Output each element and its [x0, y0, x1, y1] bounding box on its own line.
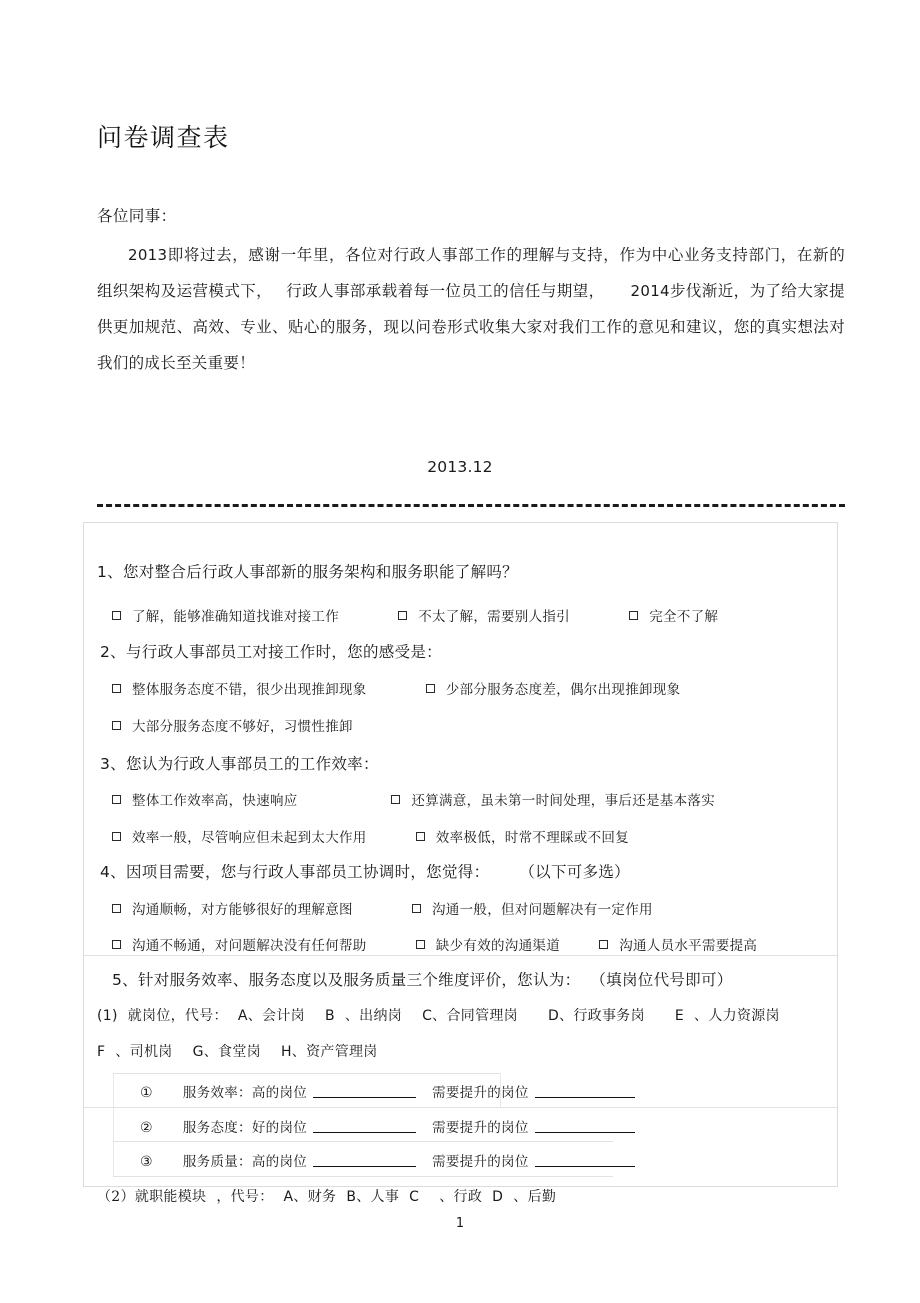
checkbox-icon[interactable] [112, 832, 121, 841]
question-4-text: 、因项目需要，您与行政人事部员工协调时，您觉得： [110, 863, 490, 881]
q5-func-c-sep: 、 [439, 1189, 454, 1205]
rate-table-left-border [113, 1073, 114, 1177]
question-5-note: （填岗位代号即可） [590, 971, 733, 989]
q5-code-g-name: 食堂岗 [218, 1044, 261, 1060]
question-5-number: 5 [112, 971, 123, 989]
option-q4-2-label: 沟通一般，但对问题解决有一定作用 [432, 902, 653, 918]
q5-func-a-sep: 、 [293, 1189, 308, 1205]
q5-code-c-sep: 、 [432, 1008, 447, 1024]
option-q2-2-label: 少部分服务态度差，偶尔出现推卸现象 [445, 682, 681, 698]
checkbox-icon[interactable] [112, 684, 121, 693]
option-q3-2[interactable] [391, 789, 715, 809]
question-1-title [97, 560, 518, 582]
q5-post-label: (1) [97, 1008, 118, 1024]
option-q1-1-label: 了解，能够准确知道找谁对接工作 [132, 609, 339, 625]
rate-row-3-mark: ③ [140, 1154, 153, 1170]
question-1-text: 、您对整合后行政人事部新的服务架构和服务职能了解吗？ [107, 563, 518, 581]
question-5-text: 、针对服务效率、服务态度以及服务质量三个维度评价，您认为： [122, 971, 581, 989]
checkbox-icon[interactable] [112, 904, 121, 913]
q5-func-label: （2） [97, 1189, 135, 1205]
intro-line-3: 步伐渐近，为了给大家提供更加规范、高效、专业、贴心的服务，现以问卷形式收集大家 [97, 282, 845, 336]
checkbox-icon[interactable] [112, 611, 121, 620]
question-2-text: 、与行政人事部员工对接工作时，您的感受是： [110, 643, 442, 661]
question-2-options-row-1 [112, 678, 680, 698]
intro-line-2a: 持部门，在新的组织架构及运营模式下， [97, 246, 845, 300]
intro-year-end: 2014 [630, 282, 670, 300]
rate-row-3-dimension: 服务质量：高的岗位 [182, 1154, 308, 1170]
rate-table-top-border [113, 1073, 500, 1074]
q5-code-d: D [547, 1008, 560, 1024]
intro-paragraph [97, 237, 845, 381]
checkbox-icon[interactable] [416, 832, 425, 841]
q5-code-g: G [192, 1044, 204, 1060]
q5-func-c: C [409, 1189, 420, 1205]
q5-func-a: A [283, 1189, 294, 1205]
q5-code-h: H [280, 1044, 292, 1060]
question-1-number: 1 [97, 563, 108, 581]
option-q1-3-label: 完全不了解 [649, 609, 719, 625]
intro-line-4: 对我们工作的意见和建议，您的真实想法对我们的成长至关重要！ [97, 318, 845, 372]
checkbox-icon[interactable] [391, 795, 400, 804]
intro-year-start: 2013 [128, 246, 168, 264]
question-2-title [100, 640, 442, 662]
option-q4-2[interactable] [412, 898, 653, 918]
q5-code-e: E [674, 1008, 685, 1024]
checkbox-icon[interactable] [412, 904, 421, 913]
option-q1-1[interactable] [112, 605, 339, 625]
checkbox-icon[interactable] [416, 940, 425, 949]
q5-code-b-name: 出纳岗 [359, 1008, 403, 1024]
option-q3-4-label: 效率极低，时常不理睬或不回复 [435, 830, 629, 846]
rate-row-1-dimension: 服务效率：高的岗位 [182, 1085, 308, 1101]
q5-code-e-sep: 、 [694, 1008, 709, 1024]
q5-code-a-sep: 、 [247, 1008, 263, 1024]
option-q4-4[interactable] [416, 934, 560, 954]
rate-row-2-input-2[interactable] [535, 1121, 635, 1133]
question-3-title [100, 752, 379, 774]
q5-func-b: B [346, 1189, 357, 1205]
checkbox-icon[interactable] [398, 611, 407, 620]
document-date: 2013.12 [427, 458, 493, 476]
q5-code-a: A [237, 1008, 248, 1024]
rate-row-3-second-label: 需要提升的岗位 [432, 1154, 529, 1170]
rate-row-1-mark: ① [140, 1085, 153, 1101]
q5-code-b-sep: 、 [344, 1008, 360, 1024]
option-q4-3[interactable] [112, 934, 367, 954]
option-q3-1[interactable] [112, 789, 298, 809]
question-2-number: 2 [100, 643, 111, 661]
checkbox-icon[interactable] [112, 940, 121, 949]
q5-func-comma: ，代号： [216, 1189, 274, 1205]
option-q2-1[interactable] [112, 678, 367, 698]
checkbox-icon[interactable] [426, 684, 435, 693]
rate-row-2-input-1[interactable] [313, 1121, 416, 1133]
option-q3-3[interactable] [112, 826, 367, 846]
rate-row-3-input-2[interactable] [535, 1155, 635, 1167]
option-q4-1-label: 沟通顺畅，对方能够很好的理解意图 [132, 902, 353, 918]
checkbox-icon[interactable] [112, 795, 121, 804]
dashed-divider [97, 504, 845, 507]
q5-code-f: F [97, 1044, 106, 1060]
intro-line-1: 即将过去，感谢一年里，各位对行政人事部工作的理解与支持，作为中心业务支 [167, 246, 733, 264]
form-frame-rule [83, 955, 838, 956]
option-q3-1-label: 整体工作效率高，快速响应 [132, 793, 298, 809]
q5-code-a-name: 会计岗 [262, 1008, 305, 1024]
rate-table-bottom-border [113, 1176, 613, 1177]
rate-row-1-input-1[interactable] [313, 1086, 416, 1098]
q5-function-codes [97, 1186, 556, 1206]
option-q2-1-label: 整体服务态度不错，很少出现推卸现象 [132, 682, 367, 698]
intro-line-2b: 行政人事部承载着每一位员工的信任与期望， [286, 282, 605, 300]
option-q2-3-label: 大部分服务态度不够好，习惯性推卸 [132, 719, 353, 735]
q5-func-d: D [492, 1189, 504, 1205]
rate-row-1 [140, 1081, 641, 1101]
q5-code-b: B [324, 1008, 335, 1024]
rate-row-3-input-1[interactable] [313, 1155, 416, 1167]
option-q3-4[interactable] [416, 826, 629, 846]
option-q4-3-label: 沟通不畅通，对问题解决没有任何帮助 [132, 938, 367, 954]
option-q3-2-label: 还算满意，虽未第一时间处理，事后还是基本落实 [411, 793, 715, 809]
rate-table-row-border-2 [113, 1141, 613, 1142]
q5-code-g-sep: 、 [203, 1044, 219, 1060]
q5-func-a-name: 财务 [307, 1189, 337, 1205]
question-3-number: 3 [100, 755, 111, 773]
option-q1-2[interactable] [398, 605, 570, 625]
option-q4-5[interactable] [599, 934, 757, 954]
q5-code-d-sep: 、 [559, 1008, 574, 1024]
option-q1-3[interactable] [629, 605, 718, 625]
question-4-title [100, 860, 630, 882]
option-q3-3-label: 效率一般，尽管响应但未起到太大作用 [132, 830, 367, 846]
q5-code-e-name: 人力资源岗 [708, 1008, 780, 1024]
rate-row-2-dimension: 服务态度：好的岗位 [182, 1120, 308, 1136]
question-2-options-row-2 [112, 715, 353, 735]
question-1-options-row-1 [112, 605, 718, 625]
q5-code-h-sep: 、 [291, 1044, 307, 1060]
q5-post-codes-line-2 [97, 1041, 378, 1061]
checkbox-icon[interactable] [112, 721, 121, 730]
rate-row-1-second-label: 需要提升的岗位 [432, 1085, 529, 1101]
rate-row-2-second-label: 需要提升的岗位 [432, 1120, 529, 1136]
q5-func-intro: 就职能模块 [134, 1189, 207, 1205]
page-number: 1 [455, 1216, 465, 1231]
q5-code-d-name: 行政事务岗 [573, 1008, 645, 1024]
question-3-options-row-1 [112, 789, 715, 809]
option-q4-5-label: 沟通人员水平需要提高 [619, 938, 758, 954]
q5-func-b-name: 人事 [370, 1189, 400, 1205]
checkbox-icon[interactable] [629, 611, 638, 620]
rate-row-2-mark: ② [140, 1120, 153, 1136]
q5-code-c-name: 合同管理岗 [446, 1008, 518, 1024]
q5-func-d-sep: 、 [513, 1189, 528, 1205]
option-q2-2[interactable] [426, 678, 681, 698]
q5-func-b-sep: 、 [356, 1189, 371, 1205]
salutation: 各位同事： [97, 207, 177, 225]
rate-row-1-input-2[interactable] [535, 1086, 635, 1098]
page-title: 问卷调查表 [97, 123, 230, 152]
rate-table-row-border-1 [83, 1107, 838, 1108]
question-4-options-row-1 [112, 898, 653, 918]
question-4-note: （以下可多选） [519, 863, 630, 881]
q5-post-intro: 就岗位，代号： [127, 1008, 228, 1024]
q5-func-c-name: 行政 [453, 1189, 483, 1205]
q5-code-c: C [422, 1008, 433, 1024]
question-4-number: 4 [100, 863, 111, 881]
option-q2-3[interactable] [112, 715, 353, 735]
q5-code-f-sep: 、 [115, 1044, 130, 1060]
question-3-text: 、您认为行政人事部员工的工作效率： [110, 755, 379, 773]
rate-row-2 [140, 1116, 641, 1136]
question-5-title [112, 968, 733, 990]
q5-code-f-name: 司机岗 [129, 1044, 173, 1060]
checkbox-icon[interactable] [599, 940, 608, 949]
q5-post-codes-line-1 [97, 1005, 780, 1025]
option-q1-2-label: 不太了解，需要别人指引 [418, 609, 570, 625]
question-3-options-row-2 [112, 826, 629, 846]
question-4-options-row-2 [112, 934, 757, 954]
option-q4-4-label: 缺少有效的沟通渠道 [435, 938, 560, 954]
option-q4-1[interactable] [112, 898, 353, 918]
q5-func-d-name: 后勤 [527, 1189, 557, 1205]
rate-row-3 [140, 1150, 641, 1170]
q5-code-h-name: 资产管理岗 [306, 1044, 378, 1060]
